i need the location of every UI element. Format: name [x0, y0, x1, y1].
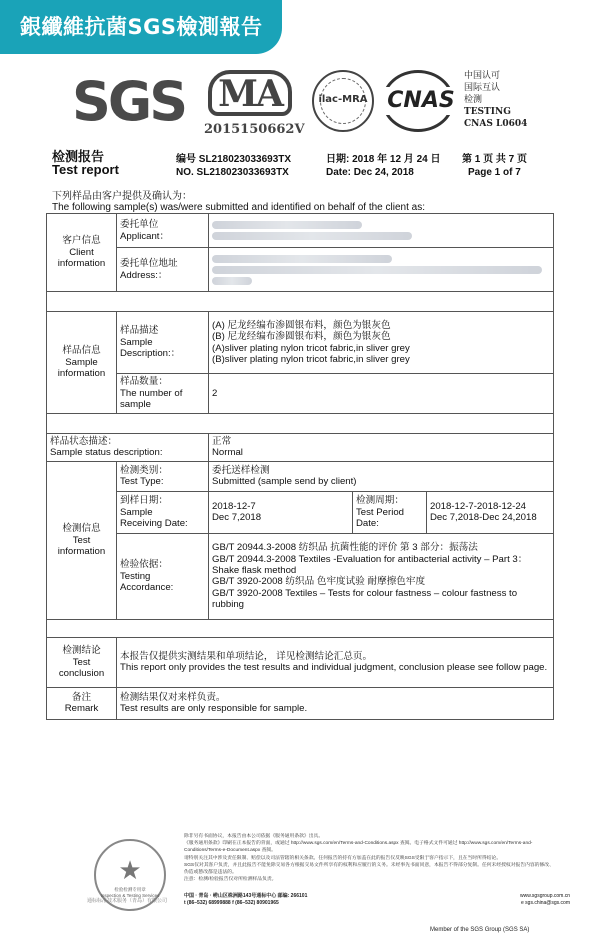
- intro-cn: 下列样品由客户提供及确认为：: [52, 191, 192, 202]
- value-line: GB/T 20944.3-2008 Textiles -Evaluation for antibacterial activity – Part 3：Shake flask method: [212, 553, 528, 576]
- report-number-cn: 编号 SL218023033693TX: [176, 154, 292, 165]
- seal-line: 检验检测专用章: [114, 887, 146, 892]
- cma-mark: MA: [208, 70, 292, 116]
- value-line: 2018-12-7-2018-12-24: [430, 500, 527, 512]
- stamp-caption: 通标标准技术服务（青岛）有限公司: [86, 898, 167, 904]
- note-line: 请特别关注其中涉及责任限制、赔偿以及司法管辖的相关条款。任何报告的持有方加盖在此的报告仅反映SGS受限于客户指示下，且在当时所得结论。: [184, 855, 502, 861]
- label-line: 样品数量：: [120, 376, 168, 388]
- table-spacer: [47, 619, 554, 637]
- value-line: 本报告仅提供实测结果和单项结论， 详见检测结论汇总页。: [120, 650, 373, 662]
- report-page-en: Page 1 of 7: [468, 167, 521, 178]
- test-type-value: [209, 461, 554, 491]
- label-line: 检测类别：: [120, 464, 168, 476]
- report-footer: [0, 825, 600, 947]
- label-line: 样品描述: [120, 325, 159, 337]
- label-line: 检测结论: [62, 645, 101, 657]
- report-date: [326, 153, 441, 179]
- star-icon: ★: [118, 855, 142, 885]
- label-line: Test Period: [356, 506, 404, 518]
- label-line: 到样日期：: [120, 495, 168, 507]
- table-row: [47, 214, 554, 248]
- value-line: 检测结果仅对来样负责。: [120, 691, 226, 703]
- label-line: Sample: [120, 506, 153, 518]
- label-line: Sample: [120, 336, 153, 348]
- label-line: Sample status description:: [50, 447, 163, 459]
- test-info-label: [47, 461, 117, 619]
- spacer-cell: [47, 619, 554, 637]
- address-line: 中国 · 青岛 · 崂山区株洲路143号通标中心 邮编: 266101: [184, 893, 308, 899]
- note-line: SGS仅对其客户负责，并且此报告不能免除交易各方根据交易文件所享有的权利和应履行的义务。未经事先书面同意，本报告不得部分复制。任何未经授权对报告内容的修改、伪造或篡改都是违法的。: [184, 862, 554, 876]
- cma-logo: [204, 70, 305, 144]
- label-line: information: [57, 368, 106, 380]
- value-line: GB/T 20944.3-2008 纺织品 抗菌性能的评价 第 3 部分：振荡法: [212, 542, 478, 554]
- redacted-text: [212, 221, 362, 229]
- conclusion-label: [47, 637, 117, 687]
- value-line: (B) 尼龙经编布渗圆银布料，颜色为银灰色: [212, 331, 391, 343]
- label-line: Sample: [65, 356, 98, 368]
- label-line: information: [57, 258, 106, 270]
- test-period-value: [427, 491, 554, 533]
- testing-accordance-label: [117, 533, 209, 619]
- cma-code: 2015150662V: [204, 122, 305, 137]
- receiving-date-label: [117, 491, 209, 533]
- contact-line: e sgs.china@sgs.com: [521, 900, 570, 906]
- seal-line: Inspection & Testing Services: [100, 893, 160, 898]
- table-row: [47, 491, 554, 533]
- label-line: Test: [72, 534, 91, 546]
- table-row: [47, 248, 554, 292]
- table-row: [47, 312, 554, 374]
- cnas-text: CNAS: [377, 87, 465, 115]
- label-line: Address:：: [120, 269, 168, 281]
- value-line: (B)sliver plating nylon tricot fabric,in sliver grey: [212, 353, 410, 365]
- intro-text: [52, 191, 572, 213]
- sample-quantity-value: 2: [209, 374, 554, 414]
- label-line: 客户信息: [62, 235, 101, 247]
- table-spacer: [47, 292, 554, 312]
- label-line: 检测周期：: [356, 495, 404, 507]
- label-line: 委托单位地址: [120, 258, 178, 270]
- label-line: 备注: [71, 691, 92, 703]
- report-date-cn: 日期: 2018 年 12 月 24 日: [326, 154, 441, 165]
- value-line: Dec 7,2018-Dec 24,2018: [430, 512, 537, 524]
- address-value-redacted: [209, 248, 554, 292]
- address-label: [117, 248, 209, 292]
- note-line: 注意：检测/检验报告仅对所检测样品负责。: [184, 877, 277, 883]
- address-line: t (86–532) 68999888 f (86–532) 80901965: [184, 900, 279, 906]
- sample-description-value: [209, 312, 554, 374]
- label-line: Test Type:: [120, 476, 164, 488]
- value-line: (A) 尼龙经编布渗圆银布料，颜色为银灰色: [212, 319, 391, 331]
- ilac-mra-logo: [312, 70, 374, 132]
- label-line: Test: [72, 656, 91, 668]
- remark-label: [47, 687, 117, 719]
- report-page: [462, 153, 527, 179]
- redacted-text: [212, 255, 392, 263]
- receiving-date-value: [209, 491, 353, 533]
- test-type-label: [117, 461, 209, 491]
- value-line: Normal: [212, 447, 243, 459]
- contact-line: www.sgsgroup.com.cn: [519, 893, 570, 899]
- value-line: Test results are only responsible for sample.: [120, 703, 308, 715]
- table-row: [47, 374, 554, 414]
- report-title: [52, 150, 119, 176]
- cnas-logo: [382, 70, 454, 132]
- value-line: Dec 7,2018: [212, 512, 262, 524]
- value-line: 正常: [212, 436, 232, 447]
- cnas-info-line: 国际互认: [464, 83, 501, 93]
- report-page-cn: 第 1 页 共 7 页: [462, 154, 528, 165]
- cnas-info: [464, 70, 554, 130]
- label-line: 委托单位: [120, 219, 159, 231]
- label-line: conclusion: [58, 668, 105, 680]
- note-line: 《服务通用条款》印刷在正本报告的背面，或通过 http://www.sgs.com/en/Terms-and-Conditions.aspx 查阅。电子格式文件可通过 http://www.sgs.com/en/Terms-and-Conditions/Terms-e-Document.aspx 查阅。: [184, 841, 533, 854]
- spacer-cell: [47, 292, 554, 312]
- conclusion-value: [117, 637, 554, 687]
- sample-description-label: [117, 312, 209, 374]
- sample-quantity-label: [117, 374, 209, 414]
- label-line: 检验依据：: [120, 559, 168, 571]
- client-info-label: [47, 214, 117, 292]
- intro-en: The following sample(s) was/were submitted and identified on behalf of the client as:: [52, 202, 425, 213]
- report-title-en: Test report: [52, 162, 119, 177]
- redacted-text: [212, 232, 412, 240]
- label-line: Applicant：: [120, 230, 170, 242]
- table-row: [47, 533, 554, 619]
- table-spacer: [47, 414, 554, 434]
- cnas-info-line: 检测: [464, 95, 483, 105]
- label-line: 样品状态描述：: [50, 436, 118, 447]
- report-title-cn: 检测报告: [52, 149, 105, 164]
- table-row: [47, 687, 554, 719]
- redacted-text: [212, 277, 252, 285]
- label-line: Description:：: [120, 348, 181, 360]
- value-line: GB/T 3920-2008 Textiles – Tests for colour fastness – colour fastness to rubbing: [212, 587, 518, 611]
- value-line: GB/T 3920-2008 纺织品 色牢度试验 耐摩擦色牢度: [212, 576, 426, 588]
- accreditation-logos: [0, 60, 600, 144]
- remark-value: [117, 687, 554, 719]
- cnas-info-line: TESTING: [464, 107, 511, 117]
- label-line: Testing: [120, 570, 151, 582]
- sample-status-value: [209, 434, 554, 462]
- value-line: This report only provides the test results and individual judgment, conclusion please see follow page.: [120, 662, 548, 674]
- value-line: 委托送样检测: [212, 464, 270, 476]
- company-contact: [470, 893, 570, 907]
- report-table: [46, 213, 554, 720]
- testing-accordance-value: [209, 533, 554, 619]
- report-number: [176, 153, 291, 179]
- ilac-text: ilac-MRA: [318, 94, 368, 105]
- value-line: Submitted (sample send by client): [212, 476, 357, 488]
- sgs-logo-text: SGS: [72, 70, 186, 133]
- sample-status-label: [47, 434, 209, 462]
- cnas-info-line: CNAS L0604: [464, 119, 528, 129]
- sgs-member-note: Member of the SGS Group (SGS SA): [430, 927, 530, 933]
- sgs-logo: [72, 70, 186, 133]
- table-row: [47, 434, 554, 462]
- sample-info-label: [47, 312, 117, 414]
- spacer-cell: [47, 414, 554, 434]
- label-line: Client: [69, 246, 94, 258]
- report-number-en: NO. SL218023033693TX: [176, 167, 289, 178]
- label-line: information: [57, 546, 106, 558]
- page-banner: 銀纖維抗菌SGS檢測報告: [0, 0, 282, 54]
- label-line: The number of: [120, 387, 183, 399]
- report-header: [52, 150, 562, 186]
- table-row: [47, 461, 554, 491]
- label-line: 样品信息: [62, 345, 101, 357]
- note-line: 除非另有书面协议，本报告由本公司依据《服务通用条款》出具。: [184, 834, 324, 839]
- report-date-en: Date: Dec 24, 2018: [326, 167, 414, 178]
- table-row: [47, 637, 554, 687]
- label-line: Remark: [64, 703, 99, 715]
- label-line: sample: [120, 399, 151, 411]
- value-line: 2018-12-7: [212, 500, 256, 512]
- cnas-info-line: 中国认可: [464, 71, 501, 81]
- label-line: Receiving Date:: [120, 518, 188, 530]
- label-line: 检测信息: [62, 523, 101, 535]
- label-line: Accordance:: [120, 582, 174, 594]
- redacted-text: [212, 266, 542, 274]
- terms-notes: [184, 833, 556, 883]
- applicant-label: [117, 214, 209, 248]
- test-period-label: [353, 491, 427, 533]
- value-line: (A)sliver plating nylon tricot fabric,in sliver grey: [212, 342, 410, 354]
- label-line: Date:: [356, 518, 379, 530]
- applicant-value-redacted: [209, 214, 554, 248]
